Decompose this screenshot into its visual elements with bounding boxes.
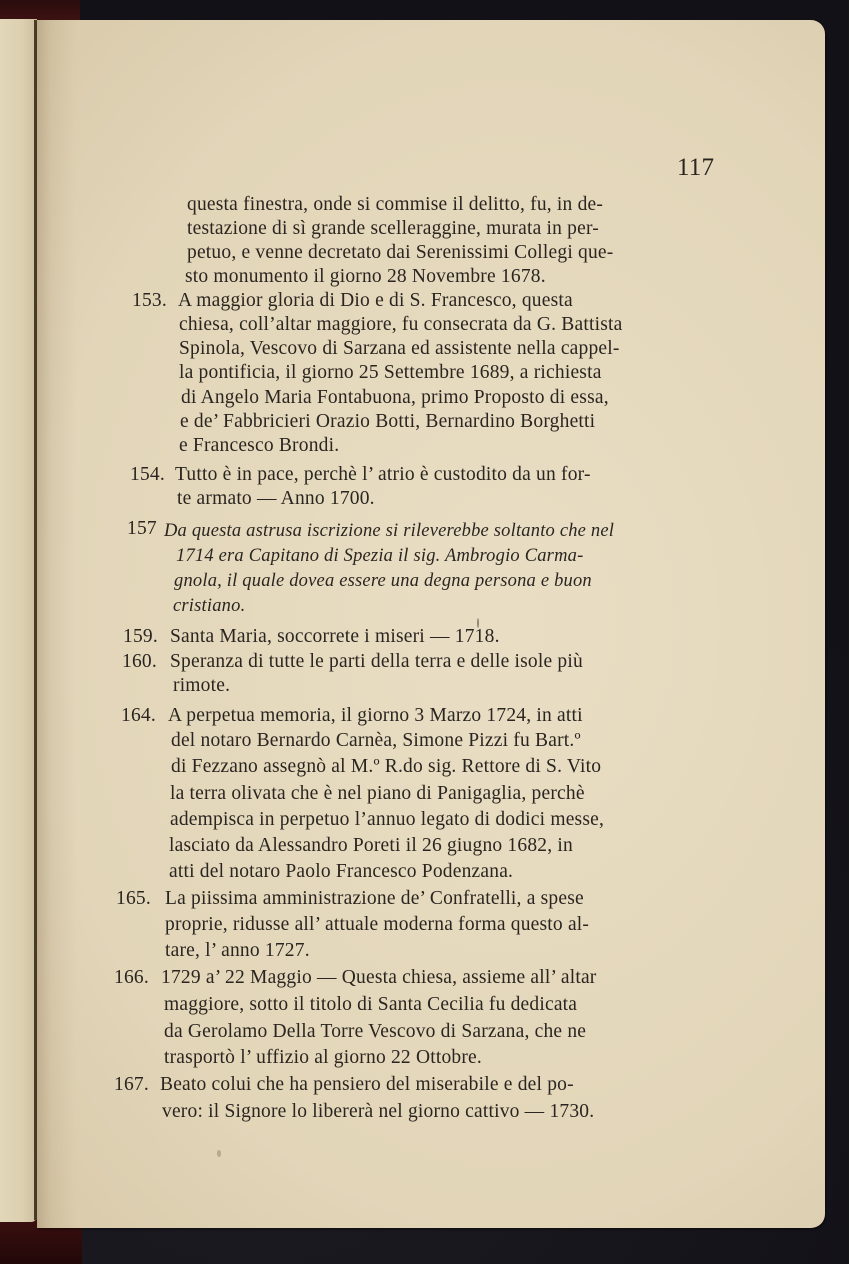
text-line: Speranza di tutte le parti della terra e delle isole più [170,651,583,672]
text-line: atti del notaro Paolo Francesco Podenzana. [169,861,514,882]
text-line: vero: il Signore lo libererà nel giorno cattivo — 1730. [162,1101,595,1122]
text-line: La piissima amministrazione de’ Confratelli, a spese [165,888,584,909]
text-line: te armato — Anno 1700. [177,488,375,509]
text-line: maggiore, sotto il titolo di Santa Cecilia fu dedicata [164,994,578,1015]
text-line: sto monumento il giorno 28 Novembre 1678. [185,266,546,287]
text-line: da Gerolamo Della Torre Vescovo di Sarzana, che ne [164,1021,587,1042]
text-line: del notaro Bernardo Carnèa, Simone Pizzi fu Bart.º [171,730,581,751]
text-line: tare, l’ anno 1727. [165,940,310,961]
text-line: di Angelo Maria Fontabuona, primo Proposto di essa, [181,387,609,408]
text-line: Tutto è in pace, perchè l’ atrio è custodito da un for- [175,464,591,485]
text-line: 1714 era Capitano di Spezia il sig. Ambrogio Carma- [176,546,584,566]
text-line: e Francesco Brondi. [179,435,340,456]
text-line: Spinola, Vescovo di Sarzana ed assistente nella cappel- [179,338,620,359]
text-line: Beato colui che ha pensiero del miserabile e del po- [160,1074,574,1095]
text-line: chiesa, coll’altar maggiore, fu consecrata da G. Battista [179,314,623,335]
text-line: Da questa astrusa iscrizione si rileverebbe soltanto che nel [164,521,615,541]
entry-number: 153. [132,290,167,311]
text-line: rimote. [173,675,231,696]
page-number: 117 [677,154,715,181]
text-line: e de’ Fabbricieri Orazio Botti, Bernardino Borghetti [180,411,596,432]
text-line: la pontificia, il giorno 25 Settembre 1689, a richiesta [179,362,602,383]
previous-page-edge [0,19,37,1222]
text-line: questa finestra, onde si commise il delitto, fu, in de- [187,194,604,215]
entry-number: 164. [121,705,156,726]
text-line: proprie, ridusse all’ attuale moderna forma questo al- [165,914,590,935]
text-line: Santa Maria, soccorrete i miseri — 1718. [170,626,500,647]
entry-number: 154. [130,464,165,485]
entry-number: 165. [116,888,151,909]
entry-number: 166. [114,967,149,988]
text-line: lasciato da Alessandro Poreti il 26 giugno 1682, in [169,835,573,856]
entry-number: 159. [123,626,158,647]
text-line: adempisca in perpetuo l’annuo legato di dodici messe, [170,809,605,830]
text-line: di Fezzano assegnò al M.º R.do sig. Rettore di S. Vito [171,756,602,777]
book-page [37,20,825,1228]
paper-stain [217,1150,221,1157]
text-line: trasportò l’ uffizio al giorno 22 Ottobre. [164,1047,482,1068]
text-line: A maggior gloria di Dio e di S. Francesco, questa [178,290,573,311]
book-cover-edge [0,0,80,20]
text-line: A perpetua memoria, il giorno 3 Marzo 1724, in atti [168,705,583,726]
text-line: testazione di sì grande scelleraggine, murata in per- [187,218,599,239]
text-line: 1729 a’ 22 Maggio — Questa chiesa, assieme all’ altar [161,967,597,988]
entry-number: 167. [114,1074,149,1095]
text-line: gnola, il quale dovea essere una degna persona e buon [174,571,592,591]
text-line: la terra olivata che è nel piano di Panigaglia, perchè [170,783,585,804]
text-line: petuo, e venne decretato dai Serenissimi Collegi que- [187,242,614,263]
entry-number: 157 [127,518,157,539]
text-line: cristiano. [173,596,246,616]
entry-number: 160. [122,651,157,672]
